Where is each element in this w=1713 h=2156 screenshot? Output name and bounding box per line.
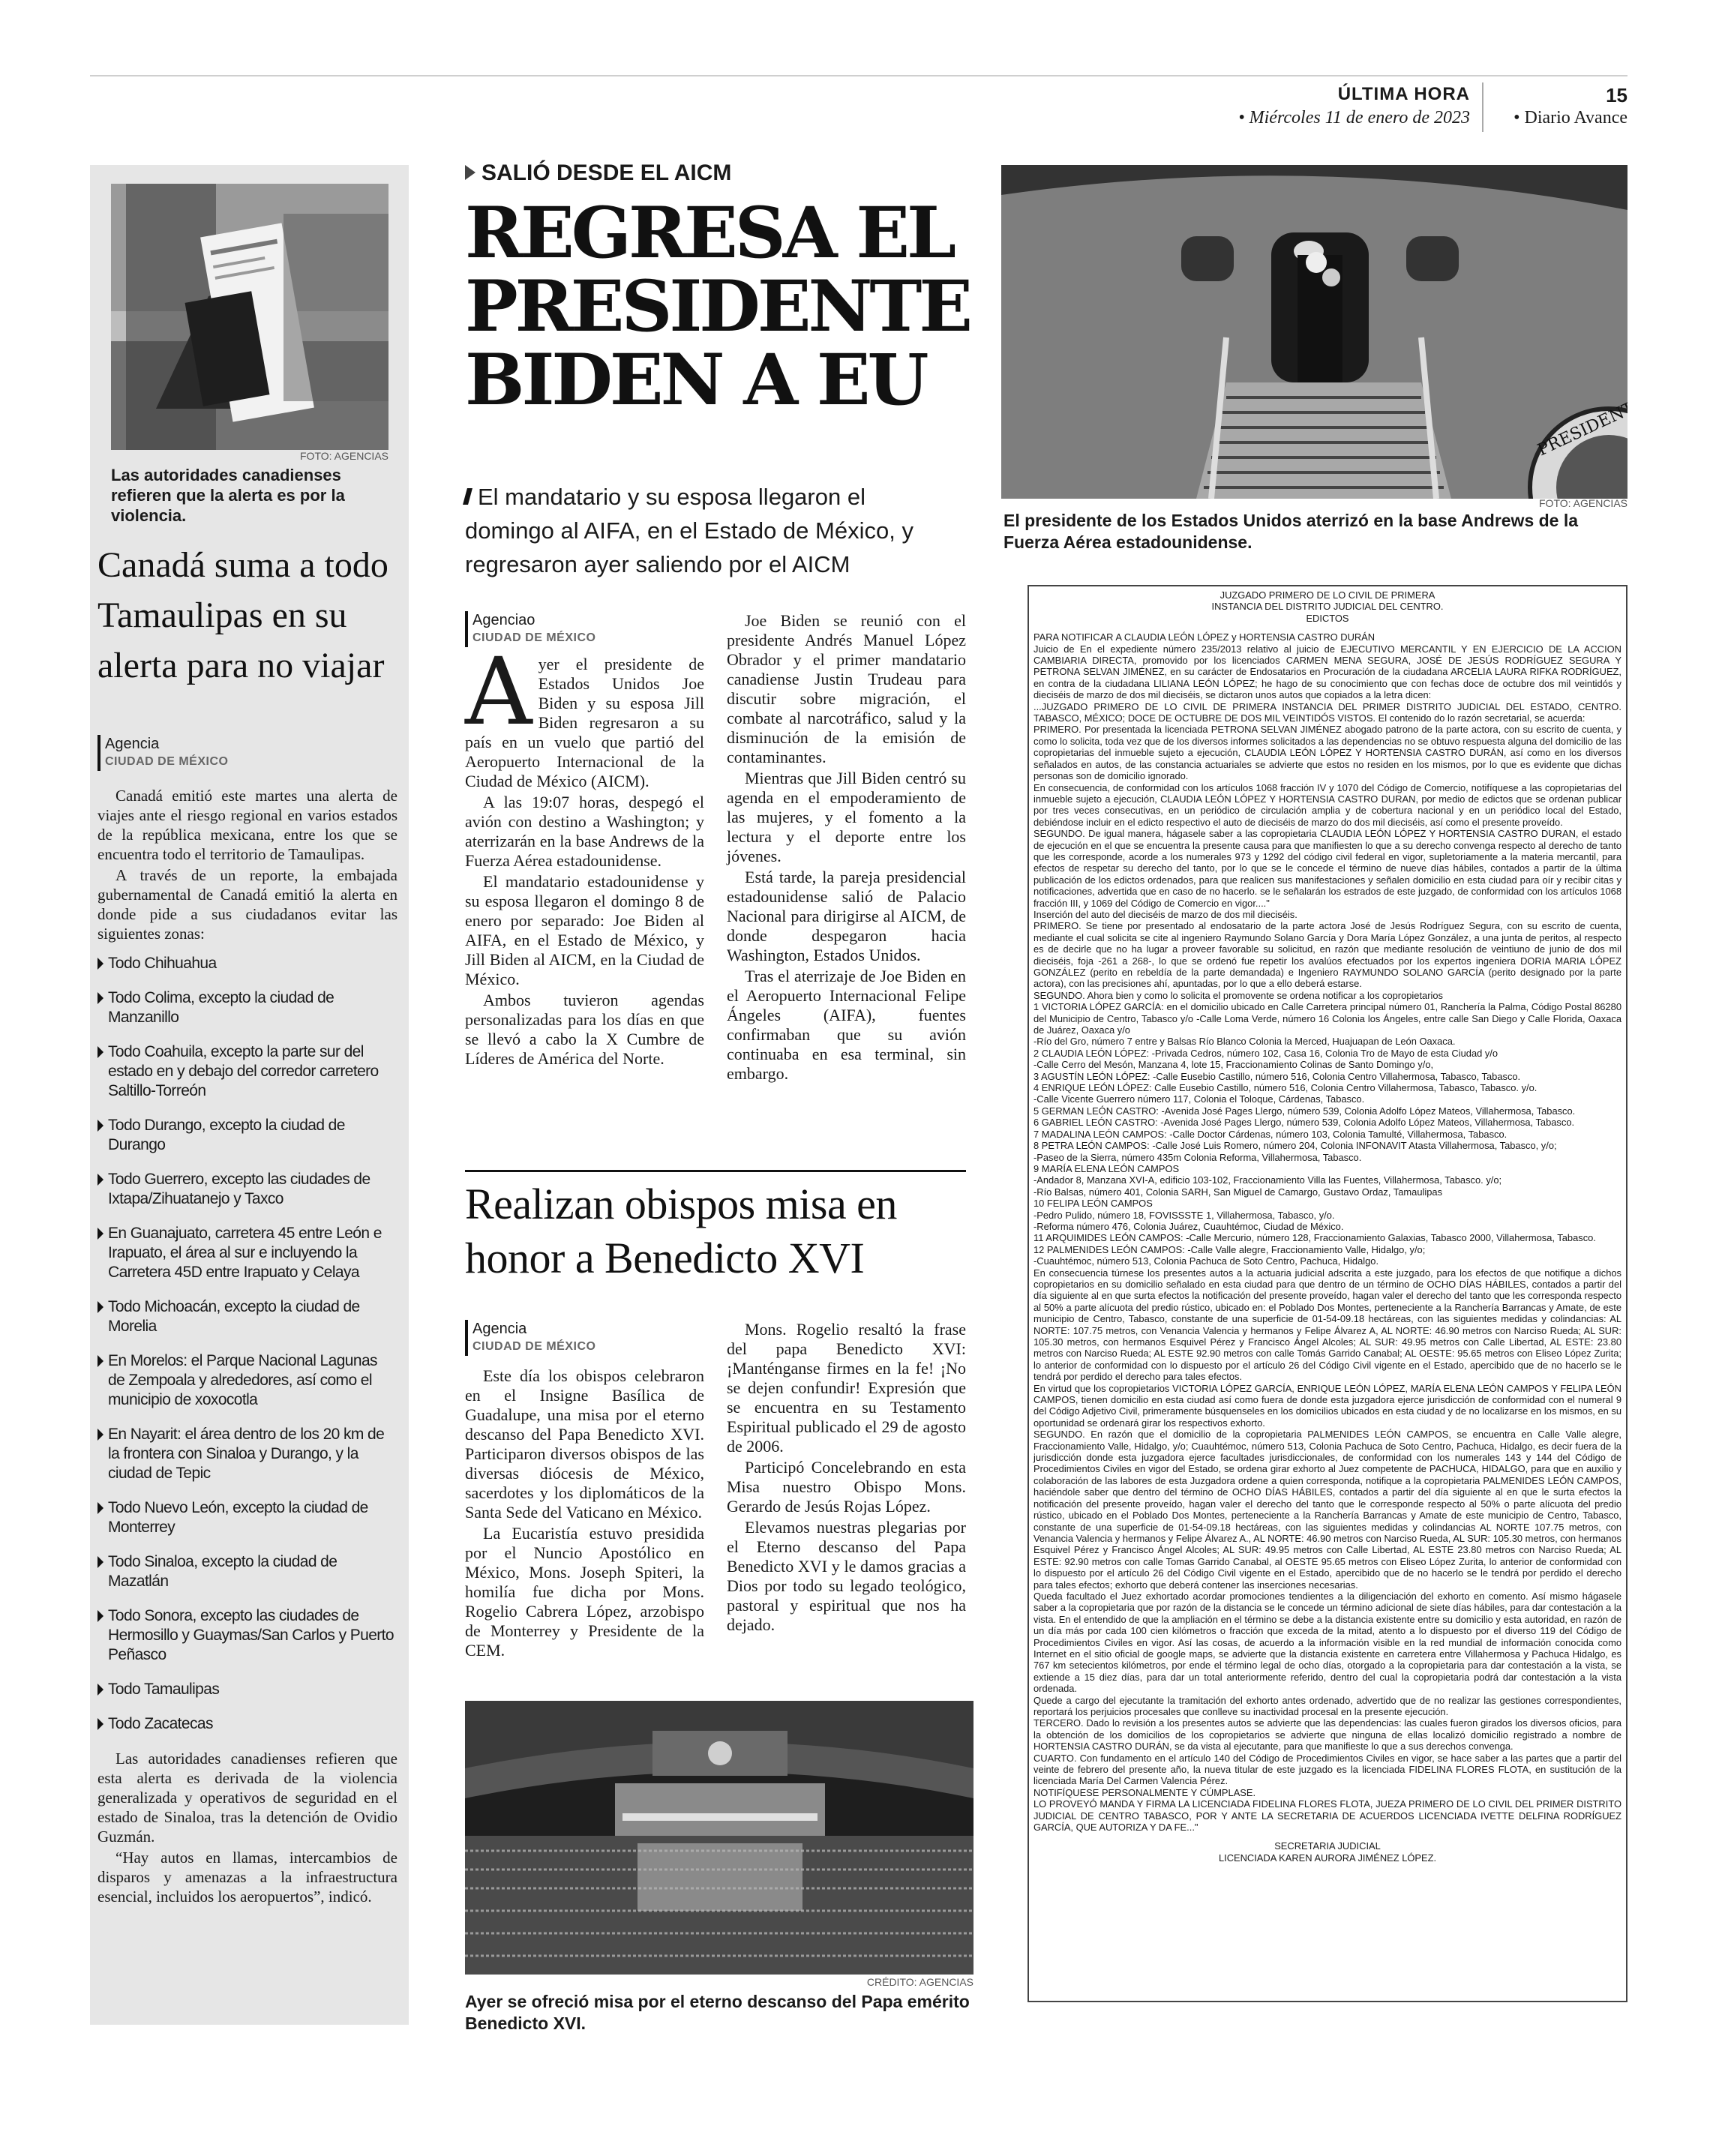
list-item: En Guanajuato, carretera 45 entre León e Irapuato, el área al sur e incluyendo la Carretera 45D entre Irapuato y Celaya (98, 1224, 398, 1282)
photo-credit: FOTO: AGENCIAS (300, 450, 388, 462)
byline-city: CIUDAD DE MÉXICO (105, 755, 229, 768)
second-byline (465, 1320, 704, 1356)
paragraph: La Eucaristía estuvo presidida por el Nuncio Apostólico en México, Mons. Joseph Spiteri, la homilía fue dicha por Mons. Rogelio Cabrera López, arzobispo de Monterrey y Presidente de la CEM. (465, 1524, 704, 1660)
notice-paragraph: PRIMERO. Se tiene por presentado al endosatario de la parte actora José de Jesús Rodríguez Segura, con su escrito de cuenta, mediante el cual solicita se cite al ingeniero Raymundo Solano García y Dora María López González, a una junta de peritos, al respecto es de decirle que no ha lugar a proveer favorable su solicitud, en razón que mediante resolución de veintiuno de junio de dos mil dieciséis, foja -261 a 268-, lo que se ordenó fue repetir los avalúos efectuados por los expertos ingeniera DORIA MARIA LÓPEZ GONZÁLEZ (perito en rebeldía de la parte demandada) e Ingeniero RAYMUNDO SOLANO GARCÍA (perito designado por la parte actora), con las precisiones ahí, apuntadas, por lo que a ello deberá estarse. (1034, 920, 1622, 990)
sidebar-byline (98, 735, 322, 771)
notice-paragraph: SEGUNDO. En razón que el domicilio de la copropietaria PALMENIDES LEÓN CAMPOS, se encuentra en Calle Valle alegre, Fraccionamiento Valle, Hidalgo, y/o; Cuauhtémoc, número 513, Colonia Pachuca de Soto Centro, Pachuca, Hidalgo, es decir fuera de la jurisdicción donde esta juzgadora ejerce facultades jurisdiccionales, de conformidad con los numerales 143 y 144 del Código de Procedimientos Civiles en vigor del Estado, se ordena girar exhorto al Juez competente de PACHUCA, HIDALGO, para que en auxilio y colaboración de las labores de esta Juzgadora ordene a quien corresponda, notifique a la copropietaria PALMENIDES LEÓN CAMPOS, haciéndole saber que dentro del término de OCHO DÍAS HÁBILES, contados a partir del día siguiente al en que le surta efectos la notificación del presente proveído, hagan valer el derecho del tanto que le corresponde respecto al 50% o parte alícuota del predio rústico, ubicado en el Poblado Dos Montes, perteneciente a la Ranchería Barrancas y Amate de este municipio de Centro, Tabasco, constante de una superficie de 01-54-09.18 hectáreas, con las siguientes medidas y colindancias AL NORTE 107.75 metros, con Venancia Valencia y hermanos y Felipe Álvarez A., AL NORTE: 46.90 metros con Narciso Rueda, AL SUR: 105.30 metros, con hermanos Esquivel Pérez y Francisco Ángel Alcoles; AL SUR: 49.95 metros con Calle Libertad, AL ESTE 23.80 metros con Narciso Rueda; AL ESTE: 92.90 metros con calle Tomas Garrido Canabal, al OESTE 95.65 metros con Eliseo López Zurita, lo anterior de conformidad con lo dispuesto por el artículo 26 del Código Civil vigente en el Estado, apercibido que de no hacerlo se le tendrá por perdido el derecho para tales efectos; exhorto que deberá contener las inserciones necesarias. (1034, 1429, 1622, 1591)
notice-header: EDICTOS (1306, 612, 1349, 624)
notice-paragraph: Quede a cargo del ejecutante la tramitación del exhorto antes ordenado, advertido que de no realizar las gestiones correspondientes, reportará los perjuicios procesales que conlleve su inactividad procesal en la presente ejecución. (1034, 1694, 1622, 1717)
list-item: Todo Guerrero, excepto las ciudades de Ixtapa/Zihuatanejo y Taxco (98, 1170, 398, 1209)
photo-caption: Ayer se ofreció misa por el eterno descanso del Papa emérito Benedicto XVI. (465, 1992, 970, 2033)
notice-paragraph: CUARTO. Con fundamento en el artículo 140 del Código de Procedimientos Civiles en vigor, se hace saber a las partes que a partir del veinte de febrero del presente año, la nueva titular de este juzgado es la licenciada FIDELINA FLORES FLOTA, en sustitución de la licenciada María Del Carmen Valencia Pérez. (1034, 1752, 1622, 1787)
section-rule (465, 1170, 966, 1172)
deck-text: El mandatario y su esposa llegaron el domingo al AIFA, en el Estado de México, y regresaron ayer saliendo por el AICM (465, 484, 914, 577)
notice-paragraph: -Calle Cerro del Mesón, Manzana 4, lote 15, Fraccionamiento Colinas de Santo Domingo y/o, (1034, 1059, 1434, 1071)
main-article-body (465, 611, 966, 1084)
byline-agency: Agencia (105, 736, 160, 752)
paragraph: Tras el aterrizaje de Joe Biden en el Aeropuerto Internacional Felipe Ángeles (AIFA), fuentes confirmaban que su avión continuaba en esa terminal, sin embargo. (727, 967, 966, 1083)
notice-paragraph: -Andador 8, Manzana XVI-A, edificio 103-102, Fraccionamiento Villa las Fuentes, Villahermosa, Tabasco. y/o; (1034, 1174, 1502, 1186)
quote-mark-icon (463, 488, 472, 505)
drop-cap: A (465, 638, 532, 746)
notice-paragraph: Queda facultado el Juez exhortado acordar promociones tendientes a la diligenciación del exhorto en comento. Así mismo hágasele saber a la copropietaria que por razón de la distancia se le concede un término adicional de siete días hábiles, para dar contestación a la vista. En el entendido de que la ampliación en el término se debe a la distancia existente entre su domicilio y esta autoridad, en razón de un día más por cada 100 cien kilómetros o fracción que exceda de la mitad, atento a lo dispuesto por el diverso 119 del Código de Procedimientos Civiles en vigor. Así las cosas, de acuerdo a la información visible en la red mundial de información conocida como Internet en el sitio oficial de google maps, se advierte que la distancia existente en carretera entre Villahermosa y Pachuca Hidalgo, es 767 km setecientos kilómetros, por ende el término legal de ocho días, otorgado a la copropietaria para dar contestación a la vista, se extiende a 15 diez días, para dar un total anteriormente referido, dentro del cual la copropietaria podrá dar contestación a la vista ordenada. (1034, 1590, 1622, 1695)
notice-paragraph: Inserción del auto del dieciséis de marzo de dos mil dieciséis. (1034, 908, 1298, 920)
list-item: Todo Sonora, excepto las ciudades de Hermosillo y Guaymas/San Carlos y Puerto Peñasco (98, 1606, 398, 1665)
list-item: Todo Sinaloa, excepto la ciudad de Mazatlán (98, 1552, 398, 1591)
list-item: Todo Colima, excepto la ciudad de Manzanillo (98, 988, 398, 1027)
notice-paragraph: ...JUZGADO PRIMERO DE LO CIVIL DE PRIMERA INSTANCIA DEL PRIMER DISTRITO JUDICIAL DEL ESTADO, CENTRO. TABASCO, MÉXICO; DOCE DE OCTUBRE DE DOS MIL VEINTIDÓS VISTOS. El contenido do lo razón secretarial, se acuerda: (1034, 700, 1622, 724)
paragraph: “Hay autos en llamas, intercambios de disparos y amenazas a la infraestructura esencial, incluidos los aeropuertos”, indicó. (98, 1849, 398, 1906)
notice-paragraph: 11 ARQUIMIDES LEÓN CAMPOS: -Calle Mercurio, número 128, Fraccionamiento Galaxias, Tabasco 2000, Villahermosa, Tabasco. (1034, 1232, 1596, 1244)
article-deck (465, 480, 945, 581)
notice-header: INSTANCIA DEL DISTRITO JUDICIAL DEL CENTRO. (1211, 601, 1444, 613)
photo-caption: Las autoridades canadienses refieren que la alerta es por la violencia. (111, 466, 345, 525)
notice-paragraph: -Cuauhtémoc, número 513, Colonia Pachuca de Soto Centro, Pachuca, Hidalgo. (1034, 1255, 1379, 1267)
list-item: Todo Chihuahua (98, 954, 398, 973)
list-item: En Nayarit: el área dentro de los 20 km de la frontera con Sinaloa y Durango, y la ciudad de Tepic (98, 1425, 398, 1483)
paragraph: A las 19:07 horas, despegó el avión con destino a Washington; y aterrizarán en la base Andrews de la Fuerza Aérea estadounidense. (465, 793, 704, 870)
byline-city: CIUDAD DE MÉXICO (472, 1340, 596, 1353)
notice-paragraph: 10 FELIPA LEÓN CAMPOS (1034, 1198, 1153, 1210)
list-item: Todo Zacatecas (98, 1714, 398, 1734)
notice-paragraph: SEGUNDO. Ahora bien y como lo solicita el promovente se ordena notificar a los copropietarios (1034, 989, 1443, 1001)
notice-paragraph: -Río del Gro, número 7 entre y Balsas Río Blanco Colonia la Merced, Huajuapan de León Oaxaca. (1034, 1036, 1456, 1048)
paragraph: Está tarde, la pareja presidencial estadounidense salió de Palacio Nacional para dirigirse al AICM, de donde despegaron hacia Washington, Estados Unidos. (727, 868, 966, 964)
list-item: Todo Durango, excepto la ciudad de Durango (98, 1116, 398, 1155)
paragraph: Participó Concelebrando en esta Misa nuestro Obispo Mons. Gerardo de Jesús Rojas López. (727, 1458, 966, 1516)
notice-paragraph: NOTIFÍQUESE PERSONALMENTE Y CÚMPLASE. (1034, 1786, 1256, 1798)
photo-credit: CRÉDITO: AGENCIAS (866, 1976, 974, 1988)
notice-paragraph: 6 GABRIEL LEÓN CASTRO: -Avenida José Pages Llergo, número 539, Colonia Adolfo López Mateos, Villahermosa, Tabasco. (1034, 1117, 1575, 1129)
photo-credit: FOTO: AGENCIAS (1539, 497, 1628, 509)
basilica-mass-photo (465, 1701, 974, 1975)
paragraph: Mientras que Jill Biden centró su agenda en el empoderamiento de las mujeres, y el fomento a la lectura y el deporte entre los jóvenes. (727, 769, 966, 865)
notice-paragraph: 9 MARÍA ELENA LEÓN CAMPOS (1034, 1162, 1180, 1174)
notice-paragraph: -Río Balsas, número 401, Colonia SARH, San Miguel de Camargo, Gustavo Ordaz, Tamaulipas (1034, 1186, 1443, 1198)
paragraph: Las autoridades canadienses refieren que esta alerta es derivada de la violencia generalizada y operativos de seguridad en el estado de Sinaloa, tras la detención de Ovidio Guzmán. (98, 1750, 398, 1846)
paragraph: Canadá emitió este martes una alerta de viajes ante el riesgo regional en varios estados de la república mexicana, entre los que se encuentra todo el territorio de Tamaulipas. (98, 787, 398, 863)
triangle-icon (465, 165, 476, 180)
list-item: En Morelos: el Parque Nacional Lagunas de Zempoala y alrededores, así como el municipio de xoxocotla (98, 1351, 398, 1410)
notice-signature: SECRETARIA JUDICIAL (1274, 1840, 1381, 1852)
zone-list (98, 954, 398, 1734)
notice-paragraph: En virtud que los copropietarios VICTORIA LÓPEZ GARCÍA, ENRIQUE LEÓN LÓPEZ, MARÍA ELENA LEÓN CAMPOS Y FELIPA LEÓN CAMPOS, tienen domicilio en esta ciudad así como fuera de donde esta juzgadora ejerce jurisdicción de conformidad con el numeral 9 del Código Adjetivo Civil, primeramente búsquenseles en los domicilios ubicados en esta ciudad y de no localizarse en los mismos, en su oportunidad se ordenará girar los respectivos exhorto. (1034, 1382, 1622, 1429)
photo-caption: El presidente de los Estados Unidos aterrizó en la base Andrews de la Fuerza Aérea estadounidense. (1004, 511, 1579, 552)
notice-paragraph: LO PROVEYÓ MANDA Y FIRMA LA LICENCIADA FIDELINA FLORES FLOTA, JUEZA PRIMERO DE LO CIVIL DEL PRIMER DISTRITO JUDICIAL DE CENTRO TABASCO, POR Y ANTE LA SECRETARIA DE ACUERDOS LICENCIADA IVETTE DELFINA RODRÍGUEZ GARCÍA, QUE AUTORIZA Y DA FE..." (1034, 1798, 1622, 1834)
page-number: 15 (1606, 84, 1628, 106)
notice-paragraph: TERCERO. Dado lo revisión a los presentes autos se advierte que las dependencias: las cuales fueron girados los diversos oficios, para la obtención de los domicilios de los copropietarios se advierte que ninguna de ellas localizó domicilio registrado a nombre de HORTENSIA CASTRO DURÁN, se da vista al ejecutante, para que manifieste lo que a sus derechos convenga. (1034, 1717, 1622, 1753)
byline-agency: Agenciao (472, 612, 536, 628)
notice-paragraph: -Reforma número 476, Colonia Juárez, Cuauhtémoc, Ciudad de México. (1034, 1220, 1344, 1232)
byline-city: CIUDAD DE MÉXICO (472, 631, 596, 644)
sidebar-headline: Canadá suma a todo Tamaulipas en su alerta para no viajar (98, 545, 388, 685)
notice-header: JUZGADO PRIMERO DE LO CIVIL DE PRIMERA (1220, 589, 1436, 601)
second-headline: Realizan obispos misa en honor a Benedicto XVI (465, 1180, 897, 1282)
notice-paragraph: PARA NOTIFICAR A CLAUDIA LEÓN LÓPEZ y HORTENSIA CASTRO DURÁN (1034, 631, 1376, 643)
issue-date: • Miércoles 11 de enero de 2023 (1238, 108, 1470, 127)
list-item: Todo Michoacán, excepto la ciudad de Morelia (98, 1297, 398, 1336)
notice-paragraph: 8 PETRA LEÓN CAMPOS: -Calle José Luis Romero, número 204, Colonia INFONAVIT Atasta Villahermosa, Tabasco, y/o; (1034, 1140, 1557, 1152)
notice-paragraph: 3 AGUSTÍN LEÓN LÓPEZ: -Calle Eusebio Castillo, número 516, Colonia Centro Villahermosa, Tabasco, Tabasco. (1034, 1070, 1521, 1082)
notice-paragraph: 4 ENRIQUE LEÓN LÓPEZ: Calle Eusebio Castillo, número 516, Colonia Centro Villahermosa, Tabasco, Tabasco. y/o. (1034, 1082, 1538, 1094)
lead-text: yer el presidente de Estados Unidos Joe Biden y su esposa Jill Biden regresaron a su país en un vuelo que partió del Aeropuerto Internacional de la Ciudad de México (AICM). (465, 655, 704, 790)
paragraph: Este día los obispos celebraron en el Insigne Basílica de Guadalupe, una misa por el eterno descanso del Papa Benedicto XVI. Participaron diversos obispos de las diversas diócesis de México, sacerdotes y los diplomáticos de la Santa Sede del Vaticano en México. (465, 1366, 704, 1522)
newspaper-name: • Diario Avance (1514, 108, 1628, 127)
byline-agency: Agencia (472, 1321, 527, 1337)
header-rule (90, 75, 1628, 76)
list-item: Todo Coahuila, excepto la parte sur del estado en y debajo del corredor carretero Saltillo-Torreón (98, 1042, 398, 1101)
notice-paragraph: 1 VICTORIA LÓPEZ GARCÍA: en el domicilio ubicado en Calle Carretera principal número 01, Ranchería la Palma, Código Postal 86280 del Municipio de Centro, Tabasco y/o -Calle Loma Verde, número 16 Colonia los Ángeles, entre calle San Diego y Calle Florida, Oaxaca de Juárez, Oaxaca y/o (1034, 1001, 1622, 1036)
sidebar-article-body (98, 786, 398, 1908)
list-item: Todo Nuevo León, excepto la ciudad de Monterrey (98, 1498, 398, 1537)
notice-paragraph: 5 GERMAN LEÓN CASTRO: -Avenida José Pages Llergo, número 539, Colonia Adolfo López Mateos, Villahermosa, Tabasco. (1034, 1105, 1576, 1117)
main-headline: REGRESA EL PRESIDENTE BIDEN A EU (465, 192, 970, 421)
notice-paragraph: Juicio de En el expediente número 235/2013 relativo al juicio de EJECUTIVO MERCANTIL Y EN EJERCICIO DE LA ACCION CAMBIARIA DIRECTA, promovido por los licenciados CARMEN MENA SEGURA, JOSÉ DE JESÚS RODRÍGUEZ SEGURA Y PETRONA SELVAN JIMÉNEZ, en su carácter de Endosatarios en Procuración de la ciudadana ARCELIA LAURA RIFKA RODRÍGUEZ, en contra de la ciudadana LILIANA LEÓN LÓPEZ; he hago de su conocimiento que con fechas doce de octubre dos mil veintidós y dieciséis de marzo de dos mil dieciséis, se dictaron unos autos que copiados a la letra dicen: (1034, 643, 1622, 701)
paragraph: Elevamos nuestras plegarias por el Eterno descanso del Papa Benedicto XVI y le damos gracias a Dios por todo su legado teológico, pastoral y espiritual que nos ha dejado. (727, 1518, 966, 1634)
air-force-one-photo (1001, 165, 1628, 499)
notice-paragraph: PRIMERO. Por presentada la licenciada PETRONA SELVAN JIMÉNEZ abogado patrono de la parte actora, con su escrito de cuenta, y como lo solicita, toda vez que de los diversos informes solicitados a las dependencias no se obtuvo respuesta alguna del domicilio de las copropietarias del inmueble sujeto a ejecución, CLAUDIA LEÓN LÓPEZ Y HORTENSIA CASTRO DURÁN, así como en los diversos señalados en autos, de las constancia actuariales se advierte que estos no residen en los mismos, por lo que es evidente que dichas personas son de domicilio ignorado. (1034, 724, 1622, 782)
notice-paragraph: 12 PALMENIDES LEÓN CAMPOS: -Calle Valle alegre, Fraccionamiento Valle, Hidalgo, y/o; (1034, 1243, 1426, 1255)
lead-paragraph (465, 638, 704, 791)
notice-paragraph: -Pedro Pulido, número 18, FOVISSSTE 1, Villahermosa, Tabasco, y/o. (1034, 1209, 1335, 1221)
notice-paragraph: -Paseo de la Sierra, número 435m Colonia Reforma, Villahermosa, Tabasco. (1034, 1151, 1362, 1163)
notice-paragraph: 2 CLAUDIA LEÓN LÓPEZ: -Privada Cedros, número 102, Casa 16, Colonia Tro de Mayo de esta Ciudad y/o (1034, 1047, 1498, 1059)
notice-paragraph: En consecuencia, de conformidad con los artículos 1068 fracción IV y 1070 del Código de Comercio, notifíquese a las copropietarias del inmueble sujeto a ejecución, CLAUDIA LEÓN LÓPEZ Y HORTENSIA CASTRO DURAN, por medio de edictos que se ordenan publicar por tres veces consecutivas, en un periódico de circulación amplia y de cobertura nacional y en un periódico local del Estado, debiéndose incluir en el edicto respectivo el auto de dieciséis de marzo do dos mil dieciséis, así como el presente proveído. (1034, 781, 1622, 828)
paragraph: El mandatario estadounidense y su esposa llegaron el domingo 8 de enero por separado: Joe Biden al AIFA, en el Estado de México, y Jill Biden al AICM, en la Ciudad de México. (465, 872, 704, 988)
kicker-text: SALIÓ DESDE EL AICM (482, 160, 732, 185)
second-article-body (465, 1320, 966, 1660)
legal-notice-edict (1028, 585, 1628, 2002)
header-divider (1482, 82, 1484, 132)
section-name: ÚLTIMA HORA (1337, 84, 1470, 104)
article-kicker (465, 160, 990, 186)
notice-paragraph: -Calle Vicente Guerrero número 117, Colonia el Toloque, Cárdenas, Tabasco. (1034, 1093, 1365, 1105)
notice-paragraph: 7 MADALINA LEÓN CAMPOS: -Calle Doctor Cárdenas, número 103, Colonia Tamulté, Villahermosa, Tabasco. (1034, 1128, 1508, 1140)
main-byline (465, 611, 704, 647)
paragraph: A través de un reporte, la embajada gubernamental de Canadá emitió la alerta en donde pide a sus ciudadanos evitar las siguientes zonas: (98, 866, 398, 943)
notice-signature: LICENCIADA KAREN AURORA JIMÉNEZ LÓPEZ. (1218, 1852, 1437, 1864)
notice-paragraph: SEGUNDO. De igual manera, hágasele saber a las copropietaria CLAUDIA LEÓN LÓPEZ Y HORTENSIA CASTRO DURAN, el estado de ejecución en el que se encuentra la presente causa para que manifiesten lo que a su derecho convenga respecto al derecho de tanto que les corresponde, acorde a los numerales 973 y 1292 del código civil federal en vigor, supletoriamente a la materia mercantil, para efectos de respetar su derecho del tanto, por lo que se le concede el término de nueve días hábiles, contados a partir de la última publicación de los edictos ordenados, para que realicen sus manifestaciones y señalen domicilio en esta ciudad para oír y recibir citas y notificaciones, advertida que en caso de no hacerlo. se le señalarán los estrados de este juzgado, de conformidad con los artículos 1068 fracción III, y 1069 del Código de Comercio en vigor...." (1034, 828, 1622, 909)
boarding-pass-photo (111, 184, 388, 450)
paragraph: Joe Biden se reunió con el presidente Andrés Manuel López Obrador y el primer mandatario canadiense Justin Trudeau para discutir sobre migración, el combate al narcotráfico, salud y la disminución de la emisión de contaminantes. (727, 611, 966, 766)
notice-paragraph: En consecuencia túrnese los presentes autos a la actuaria judicial adscrita a este juzgado, para los efectos de que notifique a dichos copropietarios en su domicilio señalado en esta ciudad para que dentro de un término de OCHO DÍAS HÁBILES, contados a partir del día siguiente al en que surta efectos la notificación del presente proveído, hagan valer el derecho del tanto que les corresponda respecto al 50% a parte alícuota del predio rústico, ubicado en: el Poblado Dos Montes, perteneciente a la Ranchería Barrancas y Amate, de este municipio de Centro, Tabasco, constante de una superficie de 01-54-09.18 hectáreas, con las siguientes medidas y colindancias: AL NORTE: 107.75 metros, con Venancia Valencia y hermanos y Felipe Álvarez A, AL NORTE: 46.90 metros con Narciso Rueda; AL SUR: 105.30 metros, con hermanos Esquivel Pérez y Francisco Ángel Alcoles; AL SUR: 49.95 metros con Calle Libertad, AL ESTE: 23.80 metros con Narciso Rueda; AL ESTE 92.90 metros con calle Tomás Garrido Canabal; AL OESTE: 95.65 metros con Eliseo López Zurita; lo anterior de conformidad con lo dispuesto por el artículo 26 del Código Civil vigente en el Estado, apercibido que de no hacerlo se le tendrá por perdido el derecho para tales efectos. (1034, 1267, 1622, 1383)
list-item: Todo Tamaulipas (98, 1680, 398, 1699)
paragraph: Mons. Rogelio resaltó la frase del papa Benedicto XVI: ¡Manténganse firmes en la fe! ¡No se dejen confundir! Expresión que se encuentra en su Testamento Espiritual publicado el 29 de agosto de 2006. (727, 1320, 966, 1456)
paragraph: Ambos tuvieron agendas personalizadas para los días en que se llevó a cabo la X Cumbre de Líderes de América del Norte. (465, 991, 704, 1068)
